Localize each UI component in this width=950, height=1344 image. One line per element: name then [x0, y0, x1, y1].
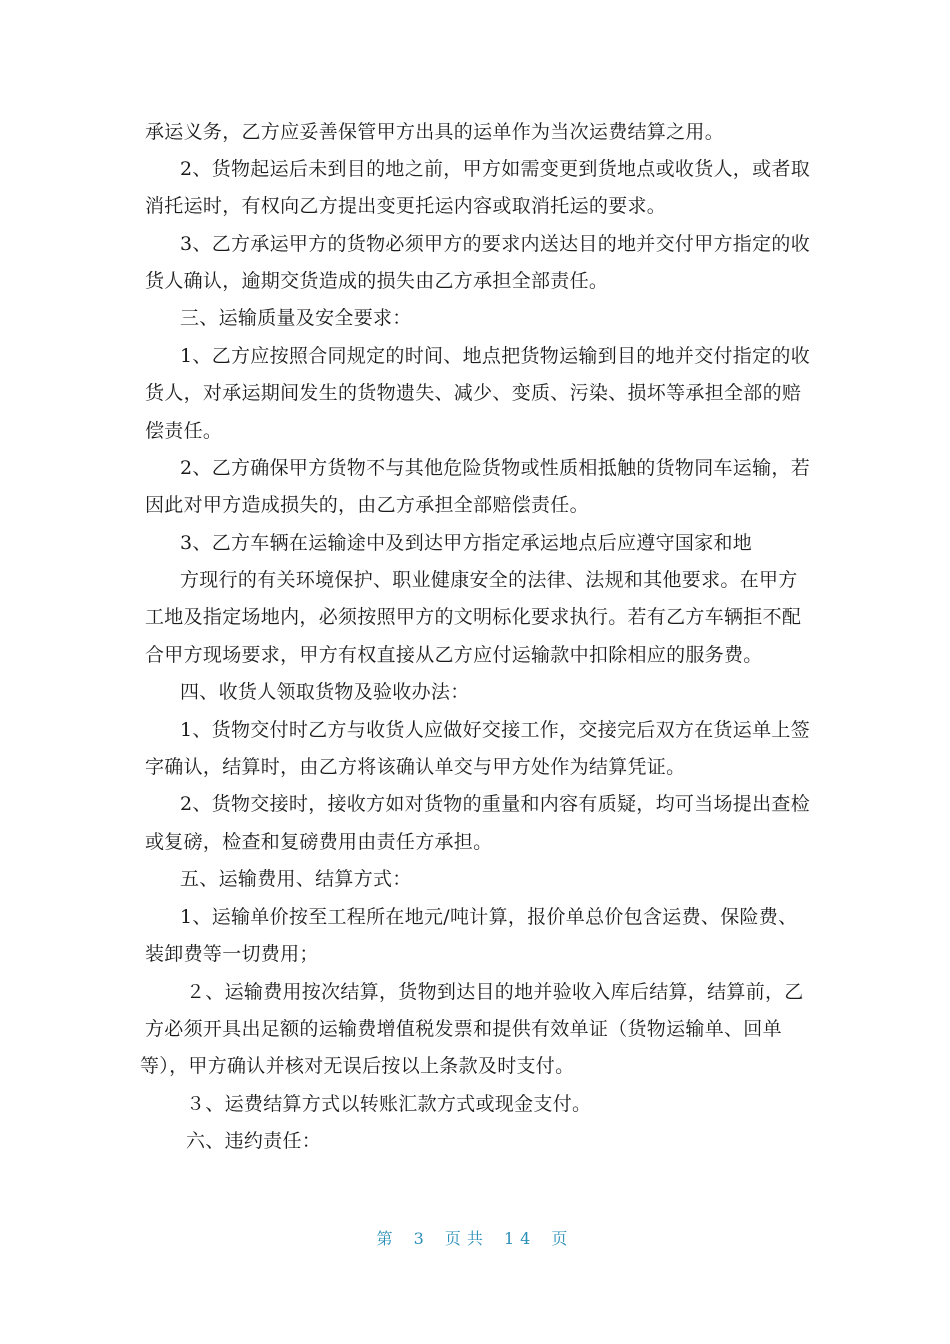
- text-line: 货人确认，逾期交货造成的损失由乙方承担全部责任。: [145, 270, 609, 292]
- text-line: 装卸费等一切费用；: [145, 943, 319, 965]
- text-line: 方现行的有关环境保护、职业健康安全的法律、法规和其他要求。在甲方: [180, 569, 798, 591]
- section-heading: 四、收货人领取货物及验收办法：: [180, 681, 470, 703]
- text-line: 或复磅，检查和复磅费用由责任方承担。: [145, 831, 493, 853]
- text-line: 2、货物起运后未到目的地之前，甲方如需变更到货地点或收货人，或者取: [180, 158, 810, 180]
- text-line: 1、运输单价按至工程所在地元/吨计算，报价单总价包含运费、保险费、: [180, 906, 798, 928]
- text-line: 字确认，结算时，由乙方将该确认单交与甲方处作为结算凭证。: [145, 756, 686, 778]
- text-line: 3、乙方车辆在运输途中及到达甲方指定承运地点后应遵守国家和地: [180, 532, 753, 554]
- section-heading: 三、运输质量及安全要求：: [180, 307, 412, 329]
- text-line: 方必须开具出足额的运输费增值税发票和提供有效单证（货物运输单、回单: [145, 1018, 782, 1040]
- text-line: 货人，对承运期间发生的货物遗失、减少、变质、污染、损坏等承担全部的赔: [145, 382, 802, 404]
- text-line: 合甲方现场要求，甲方有权直接从乙方应付运输款中扣除相应的服务费。: [145, 644, 763, 666]
- text-line: ３、运费结算方式以转账汇款方式或现金支付。: [186, 1093, 592, 1115]
- text-line: 1、货物交付时乙方与收货人应做好交接工作，交接完后双方在货运单上签: [180, 719, 810, 741]
- text-line: 3、乙方承运甲方的货物必须甲方的要求内送达目的地并交付甲方指定的收: [180, 233, 810, 255]
- page-number-footer: 第 3 页共 14 页: [376, 1229, 574, 1248]
- text-line: 2、乙方确保甲方货物不与其他危险货物或性质相抵触的货物同车运输，若: [180, 457, 810, 479]
- text-line: 偿责任。: [145, 420, 223, 442]
- text-line: 承运义务，乙方应妥善保管甲方出具的运单作为当次运费结算之用。: [145, 121, 725, 143]
- text-line: 2、货物交接时，接收方如对货物的重量和内容有质疑，均可当场提出查检: [180, 793, 810, 815]
- text-line: ２、运输费用按次结算，货物到达目的地并验收入库后结算，结算前，乙: [186, 981, 804, 1003]
- text-line: 1、乙方应按照合同规定的时间、地点把货物运输到目的地并交付指定的收: [180, 345, 810, 367]
- text-line: 等），甲方确认并核对无误后按以上条款及时支付。: [140, 1055, 575, 1077]
- text-line: 因此对甲方造成损失的，由乙方承担全部赔偿责任。: [145, 494, 589, 516]
- text-line: 工地及指定场地内，必须按照甲方的文明标化要求执行。若有乙方车辆拒不配: [145, 606, 802, 628]
- text-line: 消托运时，有权向乙方提出变更托运内容或取消托运的要求。: [145, 195, 667, 217]
- section-heading: 六、违约责任：: [186, 1130, 322, 1152]
- section-heading: 五、运输费用、结算方式：: [180, 868, 412, 890]
